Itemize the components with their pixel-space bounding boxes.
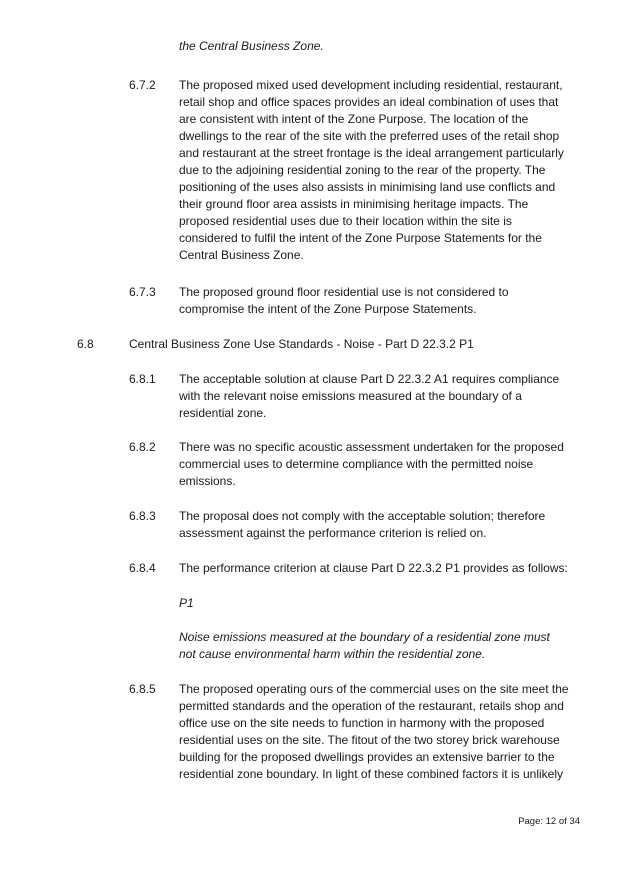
section-number: 6.8 (77, 337, 94, 351)
paragraph-number: 6.8.2 (129, 440, 156, 454)
text-line: The acceptable solution at clause Part D 22.3.2 A1 requires compliance (179, 372, 560, 386)
text-line: residential uses on the site. The fitout of the two storey brick warehouse (179, 733, 560, 747)
text-line: There was no specific acoustic assessment undertaken for the proposed (179, 440, 564, 454)
paragraph-number: 6.7.3 (129, 285, 156, 299)
paragraph-body (179, 77, 589, 264)
paragraph-number: 6.8.1 (129, 372, 156, 386)
page-number: Page: 12 of 34 (518, 816, 580, 827)
text-line: considered to fulfil the intent of the Zone Purpose Statements for the (179, 231, 542, 245)
text-line: emissions. (179, 474, 236, 488)
text-line: retail shop and office spaces provides an ideal combination of uses that (179, 95, 559, 109)
quote-heading: P1 (179, 596, 194, 610)
text-line: assessment against the performance criterion is relied on. (179, 526, 487, 540)
text-line: building for the proposed dwellings provides an extensive barrier to the (179, 750, 555, 764)
text-line: compromise the intent of the Zone Purpose Statements. (179, 302, 477, 316)
text-line: due to the adjoining residential zoning to the rear of the property. The (179, 163, 546, 177)
text-line: The proposal does not comply with the acceptable solution; therefore (179, 509, 546, 523)
text-line: their ground floor area assists in minimising heritage impacts. The (179, 197, 529, 211)
paragraph-body (179, 560, 589, 577)
text-line: The proposed ground floor residential use is not considered to (179, 285, 509, 299)
text-line: dwellings to the rear of the site with the preferred uses of the retail shop (179, 129, 560, 143)
paragraph-number: 6.8.4 (129, 561, 156, 575)
text-line: residential zone boundary. In light of these combined factors it is unlikely (179, 767, 563, 781)
text-line: Noise emissions measured at the boundary of a residential zone must (179, 630, 550, 644)
text-line: proposed residential uses due to their location within the site is (179, 214, 512, 228)
text-line: not cause environmental harm within the residential zone. (179, 647, 486, 661)
text-line: are consistent with intent of the Zone Purpose. The location of the (179, 112, 529, 126)
text-line: The performance criterion at clause Part D 22.3.2 P1 provides as follows: (179, 561, 568, 575)
text-line: The proposed operating ours of the commercial uses on the site meet the (179, 682, 569, 696)
text-line: office use on the site needs to function in harmony with the proposed (179, 716, 545, 730)
text-line: commercial uses to determine compliance with the permitted noise (179, 457, 534, 471)
text-line: positioning of the uses also assists in minimising land use conflicts and (179, 180, 556, 194)
text-line: residential zone. (179, 406, 267, 420)
paragraph-body (179, 508, 589, 542)
text-line: with the relevant noise emissions measured at the boundary of a (179, 389, 522, 403)
quote-body (179, 629, 584, 663)
paragraph-body (179, 681, 589, 783)
text-line: and restaurant at the street frontage is the ideal arrangement particularly (179, 146, 564, 160)
text-line: permitted standards and the operation of the restaurant, retails shop and (179, 699, 564, 713)
continued-text: the Central Business Zone. (179, 39, 324, 53)
paragraph-number: 6.7.2 (129, 78, 156, 92)
paragraph-body (179, 371, 589, 422)
paragraph-number: 6.8.3 (129, 509, 156, 523)
text-line: Central Business Zone. (179, 248, 304, 262)
section-title: Central Business Zone Use Standards - Noise - Part D 22.3.2 P1 (129, 337, 474, 351)
text-line: The proposed mixed used development including residential, restaurant, (179, 78, 563, 92)
paragraph-body (179, 439, 589, 490)
paragraph-number: 6.8.5 (129, 682, 156, 696)
paragraph-body (179, 284, 589, 318)
